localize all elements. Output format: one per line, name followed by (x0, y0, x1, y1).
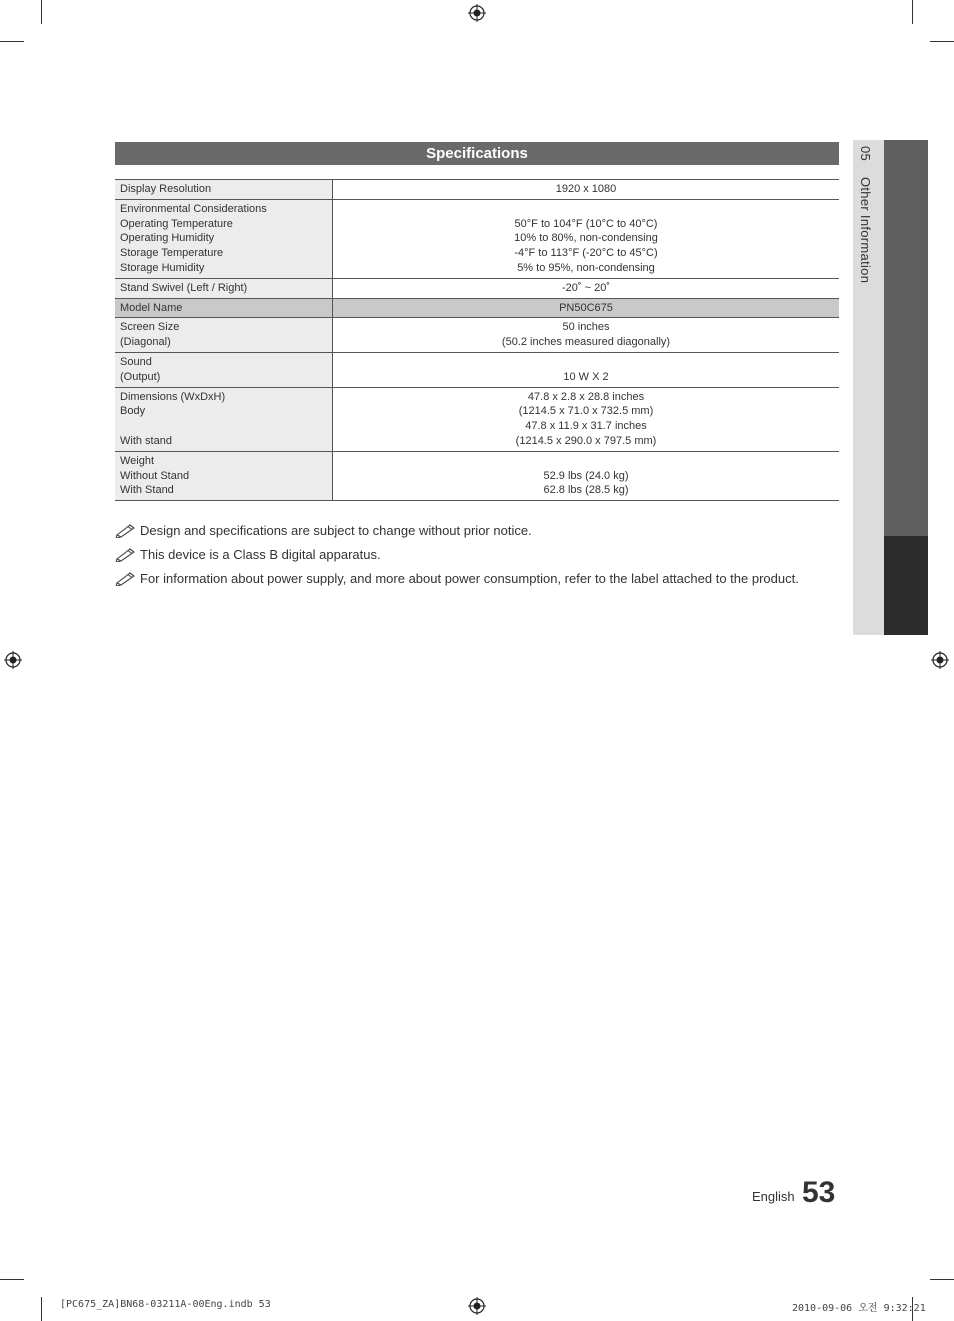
pencil-note-icon (115, 546, 137, 562)
spec-label-line: (Diagonal) (120, 336, 171, 349)
spec-value-line: 52.9 lbs (24.0 kg) (543, 469, 629, 482)
specifications-table-body (115, 180, 839, 501)
spec-label-line: Storage Humidity (120, 261, 205, 274)
spec-value-line: 1920 x 1080 (555, 183, 617, 195)
spec-value-line: (50.2 inches measured diagonally) (501, 336, 671, 349)
spec-label-cell (115, 387, 333, 451)
crop-mark-bottom-left-h (0, 1279, 24, 1280)
footer-language: English (752, 1189, 795, 1204)
section-title: Specifications (115, 142, 839, 165)
spec-value-line: 5% to 95%, non-condensing (517, 261, 655, 274)
pencil-note-icon (115, 570, 137, 586)
note-text: For information about power supply, and more about power consumption, refer to the label attached to the product. (140, 570, 799, 586)
spec-label-line: Model Name (120, 301, 183, 314)
spec-row (115, 278, 839, 298)
spec-label-cell (115, 278, 333, 298)
spec-value-cell (333, 278, 840, 298)
spec-label-cell (115, 318, 333, 353)
crop-mark-top-left-h (0, 41, 24, 42)
spec-value-line: (1214.5 x 290.0 x 797.5 mm) (515, 434, 657, 447)
spec-value-cell (333, 318, 840, 353)
spec-label-cell (115, 352, 333, 387)
spec-label-line: Screen Size (120, 321, 180, 334)
spec-label-line: Stand Swivel (Left / Right) (120, 281, 248, 294)
spec-row (115, 387, 839, 451)
print-slug-file: [PC675_ZA]BN68-03211A-00Eng.indb 53 (60, 1299, 271, 1310)
note-item (115, 542, 855, 566)
spec-row (115, 352, 839, 387)
pencil-note-icon (115, 522, 137, 538)
chapter-number: 05 (858, 146, 873, 162)
spec-label-line: Sound (120, 355, 152, 368)
note-item (115, 566, 855, 590)
note-text: This device is a Class B digital apparatus. (140, 546, 381, 562)
spec-value-line: 10 W X 2 (563, 370, 609, 383)
spec-label-line: Without Stand (120, 469, 190, 482)
crop-mark-top-left-v (41, 0, 42, 24)
spec-label-line: With Stand (120, 484, 174, 497)
print-slug-date: 2010-09-06 오전 9:32:21 (792, 1303, 926, 1314)
spec-row (115, 318, 839, 353)
chapter-tab-dark-band (884, 140, 928, 536)
spec-row (115, 199, 839, 278)
spec-value-line: 62.8 lbs (28.5 kg) (543, 484, 629, 497)
crop-mark-bottom-right-h (930, 1279, 954, 1280)
notes-list (115, 518, 855, 590)
spec-label-cell (115, 298, 333, 318)
spec-label-line: Environmental Considerations (120, 202, 267, 215)
spec-value-line: 10% to 80%, non-condensing (514, 232, 658, 245)
spec-value-cell (333, 451, 840, 500)
chapter-tab-marker (884, 536, 928, 635)
registration-mark-icon (468, 4, 486, 22)
specifications-table (115, 179, 839, 501)
spec-row (115, 451, 839, 500)
crop-mark-top-right-v (912, 0, 913, 24)
registration-mark-icon (4, 651, 22, 669)
spec-value-cell (333, 180, 840, 200)
spec-row (115, 298, 839, 318)
spec-value-line: 47.8 x 2.8 x 28.8 inches (527, 390, 645, 403)
spec-label-line (120, 419, 327, 434)
chapter-side-label (858, 146, 873, 283)
spec-value-cell (333, 199, 840, 278)
spec-label-line: Storage Temperature (120, 247, 224, 260)
spec-row (115, 180, 839, 200)
spec-value-cell (333, 352, 840, 387)
spec-label-cell (115, 180, 333, 200)
spec-value-line: -4°F to 113°F (-20°C to 45°C) (514, 247, 658, 260)
spec-label-line: Dimensions (WxDxH) (120, 390, 226, 403)
spec-label-line: Display Resolution (120, 183, 212, 195)
spec-value-cell (333, 298, 840, 318)
spec-label-line: With stand (120, 434, 172, 447)
spec-label-line: Weight (120, 454, 155, 467)
spec-value-line: 50°F to 104°F (10°C to 40°C) (514, 217, 658, 230)
page-number: 53 (802, 1176, 836, 1209)
spec-label-line: Operating Temperature (120, 217, 233, 230)
crop-mark-top-right-h (930, 41, 954, 42)
note-item (115, 518, 855, 542)
chapter-title: Other Information (858, 176, 873, 284)
spec-label-cell (115, 199, 333, 278)
spec-value-line: -20˚ ~ 20˚ (562, 281, 610, 294)
spec-label-line: Body (120, 405, 146, 418)
crop-mark-bottom-left-v (41, 1297, 42, 1321)
registration-mark-icon (931, 651, 949, 669)
spec-value-cell (333, 387, 840, 451)
spec-label-cell (115, 451, 333, 500)
spec-value-line: 50 inches (562, 321, 610, 334)
spec-value-line: 47.8 x 11.9 x 31.7 inches (525, 420, 647, 433)
spec-value-line: (1214.5 x 71.0 x 732.5 mm) (518, 405, 654, 418)
registration-mark-icon (468, 1297, 486, 1315)
spec-label-line: (Output) (120, 370, 161, 383)
spec-value-line: PN50C675 (559, 301, 613, 314)
note-text: Design and specifications are subject to change without prior notice. (140, 522, 532, 538)
spec-label-line: Operating Humidity (120, 232, 215, 245)
